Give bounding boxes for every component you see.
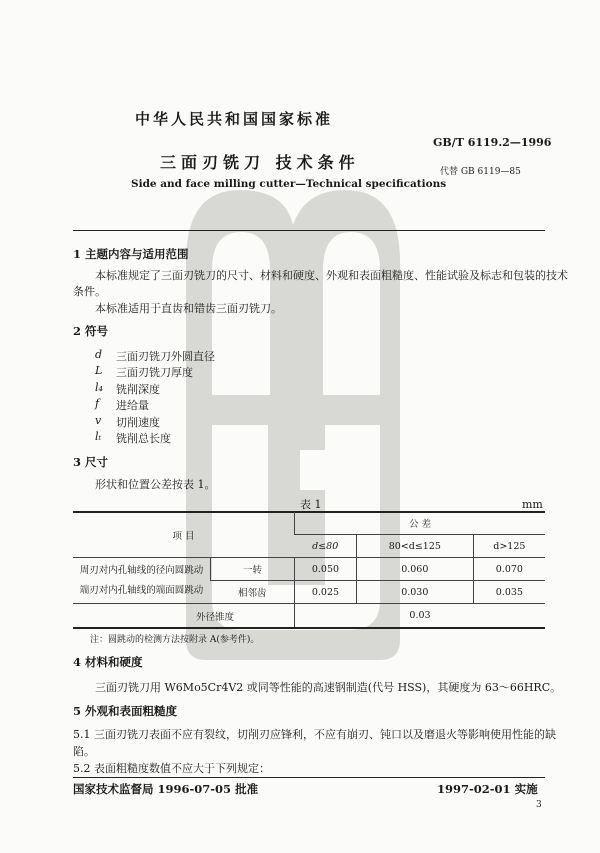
cell: 0.025 (295, 581, 357, 604)
cell: 0.035 (473, 581, 545, 604)
approval-date: 国家技术监督局 1996-07-05 批准 (73, 782, 259, 796)
symbol: v (95, 413, 102, 427)
footer-rule (73, 777, 545, 778)
paragraph: 本标准规定了三面刃铣刀的尺寸、材料和硬度、外观和表面粗糙度、性能试验及标志和包装的技术 (95, 269, 568, 282)
table-note: 注：圆跳动的检测方法按附录 A(参考件)。 (90, 635, 260, 645)
header-range: d≤80 (295, 535, 357, 558)
header-item: 项 目 (73, 512, 295, 558)
symbol: L (95, 364, 103, 378)
cell: 0.060 (356, 558, 473, 581)
paragraph: 陷。 (73, 745, 95, 758)
page-number: 3 (536, 800, 542, 810)
paragraph: 条件。 (73, 285, 106, 298)
paragraph: 形状和位置公差按表 1。 (95, 478, 216, 491)
symbol-description: 切削速度 (116, 415, 160, 429)
effective-date: 1997-02-01 实施 (437, 782, 538, 796)
table-bottom-rule (73, 627, 545, 629)
symbol: l₄ (95, 380, 103, 394)
cell: 0.070 (473, 558, 545, 581)
tolerance-table (73, 512, 545, 627)
symbol: lₜ (95, 430, 102, 443)
row-sublabel: 相邻齿 (211, 581, 295, 604)
section-2-heading: 2 符号 (73, 324, 109, 338)
symbol-description: 进给量 (116, 399, 149, 413)
section-1-heading: 1 主题内容与适用范围 (73, 247, 189, 261)
table-caption: 表 1 (300, 498, 322, 511)
symbol-description: 铣削总长度 (116, 432, 171, 445)
paragraph: 5.2 表面粗糙度数值不应大于下列规定： (73, 762, 270, 775)
header-range: 80<d≤125 (356, 535, 473, 558)
symbol-description: 三面刃铣刀厚度 (116, 366, 193, 380)
section-5-heading: 5 外观和表面粗糙度 (73, 704, 178, 718)
symbol: f (95, 397, 100, 411)
english-title: Side and face milling cutter—Technical specifications (131, 178, 447, 190)
cell: 0.050 (295, 558, 357, 581)
header-tolerance: 公 差 (295, 512, 546, 535)
cell: 0.03 (295, 604, 546, 628)
country-standard-heading: 中华人民共和国国家标准 (135, 110, 334, 128)
paragraph: 三面刃铣刀用 W6Mo5Cr4V2 或同等性能的高速钢制造(代号 HSS)，其硬度为 63～66HRC。 (95, 681, 562, 694)
symbol-description: 铣削深度 (116, 382, 160, 396)
cell: 0.030 (356, 581, 473, 604)
paragraph: 5.1 三面刃铣刀表面不应有裂纹，切削刃应锋利，不应有崩刃、钝口以及磨退火等影响使用性能的缺 (73, 728, 556, 741)
paragraph: 本标准适用于直齿和错齿三面刃铣刀。 (95, 302, 282, 315)
table-unit: mm (522, 498, 543, 511)
section-3-heading: 3 尺寸 (73, 455, 109, 469)
header-range: d>125 (473, 535, 545, 558)
row-label: 周刃对内孔轴线的径向圆跳动 端刃对内孔轴线的端面圆跳动 (73, 558, 211, 604)
row-label: 外径锥度 (195, 611, 234, 623)
replaces-note: 代替 GB 6119—85 (440, 167, 521, 177)
header-rule (73, 230, 545, 231)
row-sublabel: 一转 (211, 558, 295, 581)
document-title: 三面刃铣刀 技术条件 (160, 153, 360, 172)
standard-number: GB/T 6119.2—1996 (433, 136, 552, 149)
symbol: d (95, 348, 103, 361)
section-4-heading: 4 材料和硬度 (73, 655, 143, 669)
symbol-description: 三面刃铣刀外圆直径 (116, 350, 215, 363)
